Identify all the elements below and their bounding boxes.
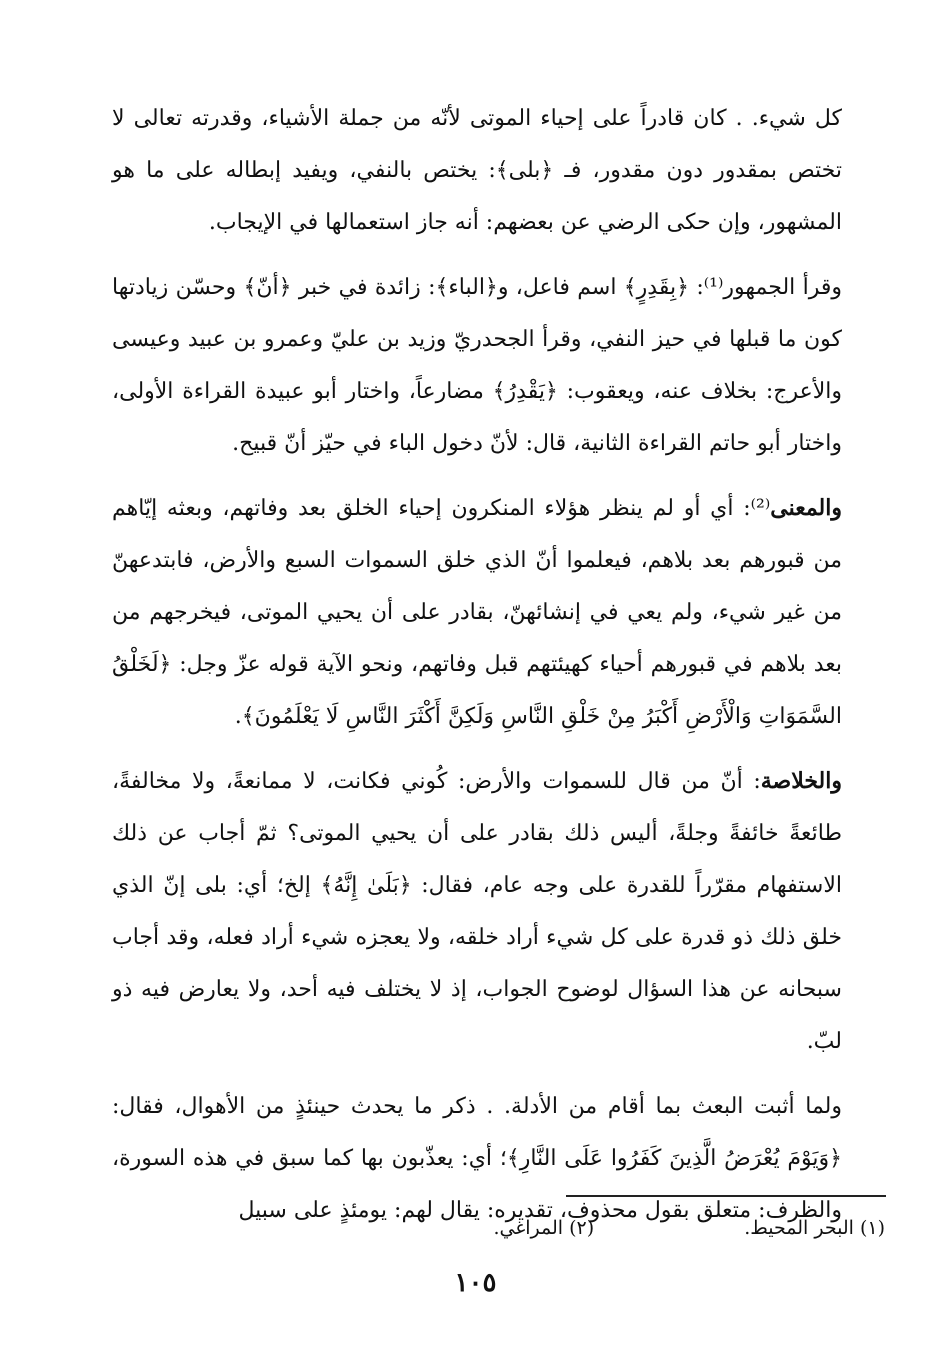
footnote-divider [566, 1195, 886, 1197]
paragraph-text: ⁽²⁾: أي أو لم ينظر هؤلاء المنكرون إحياء الخلق بعد وفاتهم، وبعثه إيّاهم من قبورهم بعد بلاهم، فيعلموا أنّ الذي خلق السموات السبع والأرض، فابتدعهنّ من غير شيء، ولم يعي في إنشائهنّ، بقادر على أن يحيي الموتى، فيخرجهم من بعد بلاهم في قبورهم أحياء كهيئتهم قبل وفاتهم، ونحو الآية قوله عزّ وجل: ﴿لَخَلْقُ السَّمَوَاتِ وَالْأَرْضِ أَكْبَرُ مِنْ خَلْقِ النَّاسِ وَلَكِنَّ أَكْثَرَ النَّاسِ لَا يَعْلَمُونَ﴾. [112, 496, 842, 729]
footnote-1: (١) البحر المحيط. [744, 1217, 885, 1239]
paragraph-3 [112, 482, 842, 743]
page-number: ١٠٥ [454, 1268, 497, 1298]
paragraph-text: : أنّ من قال للسموات والأرض: كُوني فكانت، لا ممانعةً، ولا مخالفةً، طائعةً خائفةً وجلةً، أليس ذلك بقادر على أن يحيي الموتى؟ ثمّ أجاب عن ذلك الاستفهام مقرّراً للقدرة على وجه عام، فقال: ﴿بَلَىٰ إِنَّهُ﴾ إلخ؛ أي: بلى إنّ الذي خلق ذلك ذو قدرة على كل شيء أراد خلقه، ولا يعجزه شيء أراد فعله، وقد أجاب سبحانه عن هذا السؤال لوضوح الجواب، إذ لا يختلف فيه أحد، ولا يعارض فيه ذو لبّ. [112, 769, 842, 1054]
footnote-2: (٢) المراغي. [493, 1217, 595, 1239]
paragraph-text: كل شيء. . كان قادراً على إحياء الموتى لأنّه من جملة الأشياء، وقدرته تعالى لا تختص بمقدور دون مقدور، فـ ﴿بلى﴾: يختص بالنفي، ويفيد إبطاله على ما هو المشهور، وإن حكى الرضي عن بعضهم: أنه جاز استعمالها في الإيجاب. [112, 106, 842, 235]
paragraph-text: وقرأ الجمهور⁽¹⁾: ﴿بِقَدِرٍ﴾ اسم فاعل، و﴿الباء﴾: زائدة في خبر ﴿أنّ﴾ وحسّن زيادتها كون ما قبلها في حيز النفي، وقرأ الجحدريّ وزيد بن عليّ وعمرو بن عبيد وعيسى والأعرج: بخلاف عنه، ويعقوب: ﴿يَقْدِرُ﴾ مضارعاً، واختار أبو عبيدة القراءة الأولى، واختار أبو حاتم القراءة الثانية، قال: لأنّ دخول الباء في حيّز أنّ قبيح. [112, 275, 843, 456]
paragraph-1 [112, 92, 842, 249]
paragraph-lead: والمعنى [770, 495, 842, 521]
footnotes [365, 1214, 885, 1242]
paragraph-2 [112, 261, 842, 470]
paragraph-4 [112, 755, 842, 1068]
main-text [112, 92, 842, 1249]
paragraph-text: ولما أثبت البعث بما أقام من الأدلة. . ذكر ما يحدث حينئذٍ من الأهوال، فقال: ﴿وَيَوْمَ يُعْرَضُ الَّذِينَ كَفَرُوا عَلَى النَّارِ﴾؛ أي: يعذّبون بها كما سبق في هذه السورة، والظرف: متعلق بقول محذوف، تقديره: يقال لهم: يومئذٍ على سبيل [112, 1094, 842, 1223]
paragraph-lead: والخلاصة [760, 768, 842, 794]
